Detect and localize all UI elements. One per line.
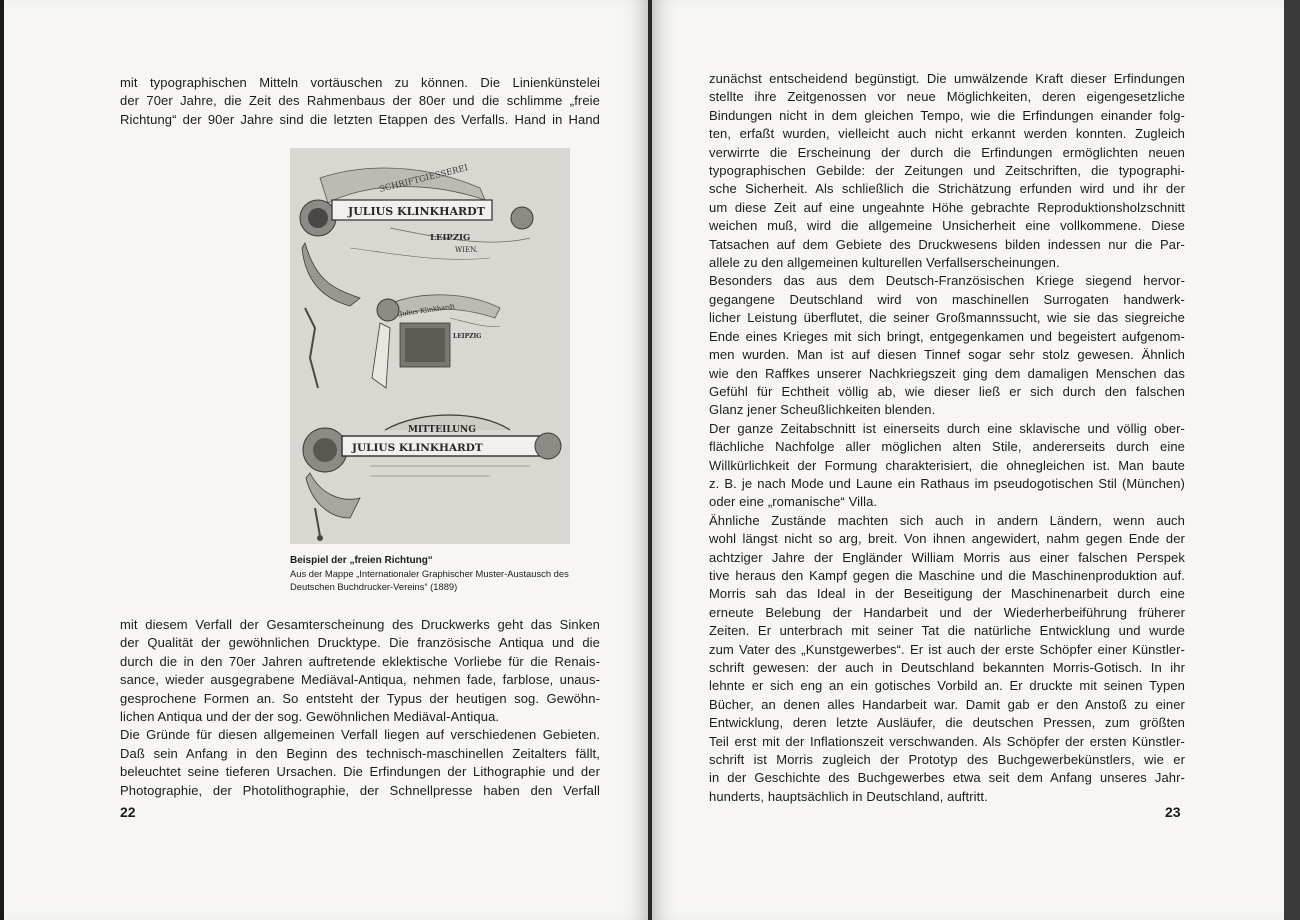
- text-line: wohl längst nicht so arg, breit. Von ihnen angewidert, nahm gegen Ende der: [709, 531, 1185, 547]
- text-line: um diese Zeit auf eine ungeahnte Höhe gebrachte Reproduktionsholzschnitt: [709, 199, 1185, 215]
- text-line: Ähnliche Zustände machten sich auch in andern Ländern, wenn auch: [709, 512, 1185, 528]
- text-line: lehnte er sich eng an ein gotisches Vorbild an. Er druckte mit seinen Typen: [709, 678, 1185, 694]
- illustration-freie-richtung: [290, 148, 570, 544]
- text-line: lichen Antiqua und der der sog. Gewöhnlichen Mediäval-Antiqua.: [120, 709, 500, 725]
- right-body-text: [709, 70, 1185, 806]
- text-line: z. B. je nach Mode und Laune ein Rathaus im pseudogotischen Stil (München): [709, 475, 1185, 491]
- text-line: sche Sicherheit. Als schließlich die Strichätzung erfunden wird und ihr der: [709, 181, 1185, 197]
- text-line: men wurden. Man ist auf diesen Tinnef sogar sehr stolz gewesen. Ähnlich: [709, 347, 1185, 363]
- text-line: mit typographischen Mitteln vortäuschen zu können. Die Linienkünstelei: [120, 75, 600, 90]
- text-line: mit diesem Verfall der Gesamterscheinung des Druckwerks geht das Sinken: [120, 617, 600, 632]
- text-line: Glanz jener Scheußlichkeiten blenden.: [709, 402, 936, 418]
- text-line: Gefühl für Echtheit völlig ab, wie dieser ließ er sich durch den falschen: [709, 383, 1185, 399]
- illustration-image: [290, 148, 570, 544]
- text-line: licher Leistung überflutet, die seiner Großmannssucht, wie sie das siegreiche: [709, 310, 1185, 326]
- text-line: achtziger Jahre der Engländer William Morris aus einer falschen Perspek: [709, 549, 1185, 565]
- caption-title: Beispiel der „freien Richtung“: [290, 555, 433, 566]
- text-line: typographischen Gebilde: der Zeitungen und Zeitschriften, die typographi-: [709, 163, 1185, 179]
- text-line: tive heraus den Kampf gegen die Maschine und die Maschinenproduktion auf.: [709, 567, 1185, 583]
- figure-text: Julius Klinkhardt: [399, 302, 456, 318]
- figure-text: WIEN.: [455, 246, 478, 254]
- page-number: 23: [1165, 804, 1181, 820]
- text-line: Bindungen nicht in dem gleichen Tempo, wie die Erfindungen einander folg-: [709, 107, 1185, 123]
- text-line: Morris sah das Ideal in der Beseitigung der Maschinenarbeit durch eine: [709, 586, 1185, 602]
- text-line: Richtung“ der 90er Jahre sind die letzten Etappen des Verfalls. Hand in Hand: [120, 111, 600, 127]
- text-line: Bücher, an denen alles Handarbeit war. Damit gab er den Anstoß zu einer: [709, 696, 1185, 712]
- text-line: Photographie, der Photolithographie, der Schnellpresse haben den Verfall: [120, 782, 600, 798]
- right-page: [652, 0, 1284, 920]
- text-line: Besonders das aus dem Deutsch-Französischen Kriege siegend hervor-: [709, 273, 1185, 289]
- text-line: verwirrte die Erscheinung der durch die Erfindungen ermöglichten neuen: [709, 144, 1185, 160]
- text-line: der Qualität der gewöhnlichen Drucktype. Die französische Antiqua und die: [120, 635, 600, 651]
- text-line: gesprochene Formen an. So entsteht der Typus der heutigen sog. Gewöhn-: [120, 690, 600, 706]
- text-line: zunächst entscheidend begünstigt. Die umwälzende Kraft dieser Erfindungen: [709, 71, 1185, 86]
- text-line: oder eine „romanische“ Villa.: [709, 494, 878, 510]
- text-line: flächliche Nachfolge aller möglichen alten Stile, andererseits durch eine: [709, 439, 1185, 455]
- text-line: der 70er Jahre, die Zeit des Rahmenbaus der 80er und die schlimme „freie: [120, 93, 600, 109]
- text-line: stellte ihre Zeitgenossen vor neue Möglichkeiten, deren eigengesetzliche: [709, 89, 1185, 105]
- caption-line: Deutschen Buchdrucker-Vereins“ (1889): [290, 581, 458, 592]
- figure-text: SCHRIFTGIESSEREI: [378, 163, 470, 195]
- text-line: Die Gründe für diesen allgemeinen Verfall liegen auf verschiedenen Gebieten.: [120, 727, 600, 743]
- book-edge: [1284, 0, 1300, 920]
- text-line: ten, erfaßt wurden, vielleicht auch nicht erkannt werden konnten. Zugleich: [709, 126, 1185, 142]
- text-line: hunderts, hauptsächlich in Deutschland, auftritt.: [709, 788, 988, 804]
- left-page: [4, 0, 648, 920]
- text-line: Tatsachen auf dem Gebiete des Druckwesens bilden indessen nur die Par-: [709, 236, 1185, 252]
- left-bottom-paragraph: [120, 616, 600, 800]
- figure-text: MITTEILUNG: [408, 425, 476, 435]
- figure-text: LEIPZIG: [453, 333, 482, 340]
- text-line: durch die in den 70er Jahren auftretende eklektische Vorliebe für die Renais-: [120, 653, 600, 669]
- text-line: Ende eines Krieges mit sich bringt, entgegenkamen und begeistert aufgenom-: [709, 328, 1185, 344]
- text-line: Daß sein Anfang in den Beginn des technisch-maschinellen Zeitalters fällt,: [120, 745, 600, 761]
- text-line: allele zu den allgemeinen kulturellen Verfallserscheinungen.: [709, 255, 1060, 271]
- text-line: in der Geschichte des Buchgewerbes etwa seit dem Anfang unseres Jahr-: [709, 770, 1185, 786]
- text-line: schrift ist Morris zugleich der Prototyp des Buchgewerbekünstlers, wie er: [709, 752, 1185, 768]
- text-line: sance, wieder ausgegrabene Mediäval-Antiqua, nehmen fade, farblose, unaus-: [120, 672, 600, 688]
- left-top-paragraph: [120, 74, 600, 129]
- text-line: erneute Belebung der Handarbeit und der Wiederherbeiführung früherer: [709, 604, 1185, 620]
- text-line: Teil erst mit der Inflationszeit verschwanden. Als Schöpfer der ersten Künstler-: [709, 733, 1185, 749]
- page-number: 22: [120, 804, 136, 820]
- figure-caption: [290, 554, 580, 593]
- text-line: Zeiten. Er unterbrach mit seiner Tat die natürliche Entwicklung und wurde: [709, 623, 1185, 639]
- caption-line: Aus der Mappe „Internationaler Graphischer Muster-Austausch des: [290, 568, 569, 579]
- text-line: Willkürlichkeit der Formung charakterisiert, die ohnegleichen ist. Man baute: [709, 457, 1185, 473]
- text-line: Der ganze Zeitabschnitt ist einerseits durch eine sklavische und völlig ober-: [709, 420, 1185, 436]
- text-line: beleuchtet seine tieferen Ursachen. Die Erfindungen der Lithographie und der: [120, 764, 600, 780]
- text-line: wie den Raffkes unserer Nachkriegszeit ging dem damaligen Menschen das: [709, 365, 1185, 381]
- text-line: schrift gewesen: der auch in Deutschland bekannten Morris-Gotisch. In ihr: [709, 660, 1185, 675]
- figure-text: JULIUS KLINKHARDT: [348, 205, 485, 218]
- figure-text: LEIPZIG: [430, 233, 471, 243]
- figure-text: JULIUS KLINKHARDT: [352, 442, 483, 454]
- text-line: Entwicklung, deren letzte Ausläufer, die deutschen Pressen, zum größten: [709, 715, 1185, 731]
- text-line: weichen muß, wird die allgemeine Unsicherheit eine vollkommene. Diese: [709, 218, 1185, 234]
- text-line: gegangene Deutschland wird von maschinellen Surrogaten handwerk-: [709, 291, 1185, 307]
- text-line: zum Vater des „Kunstgewerbes“. Er ist auch der erste Schöpfer einer Künstler-: [709, 641, 1185, 657]
